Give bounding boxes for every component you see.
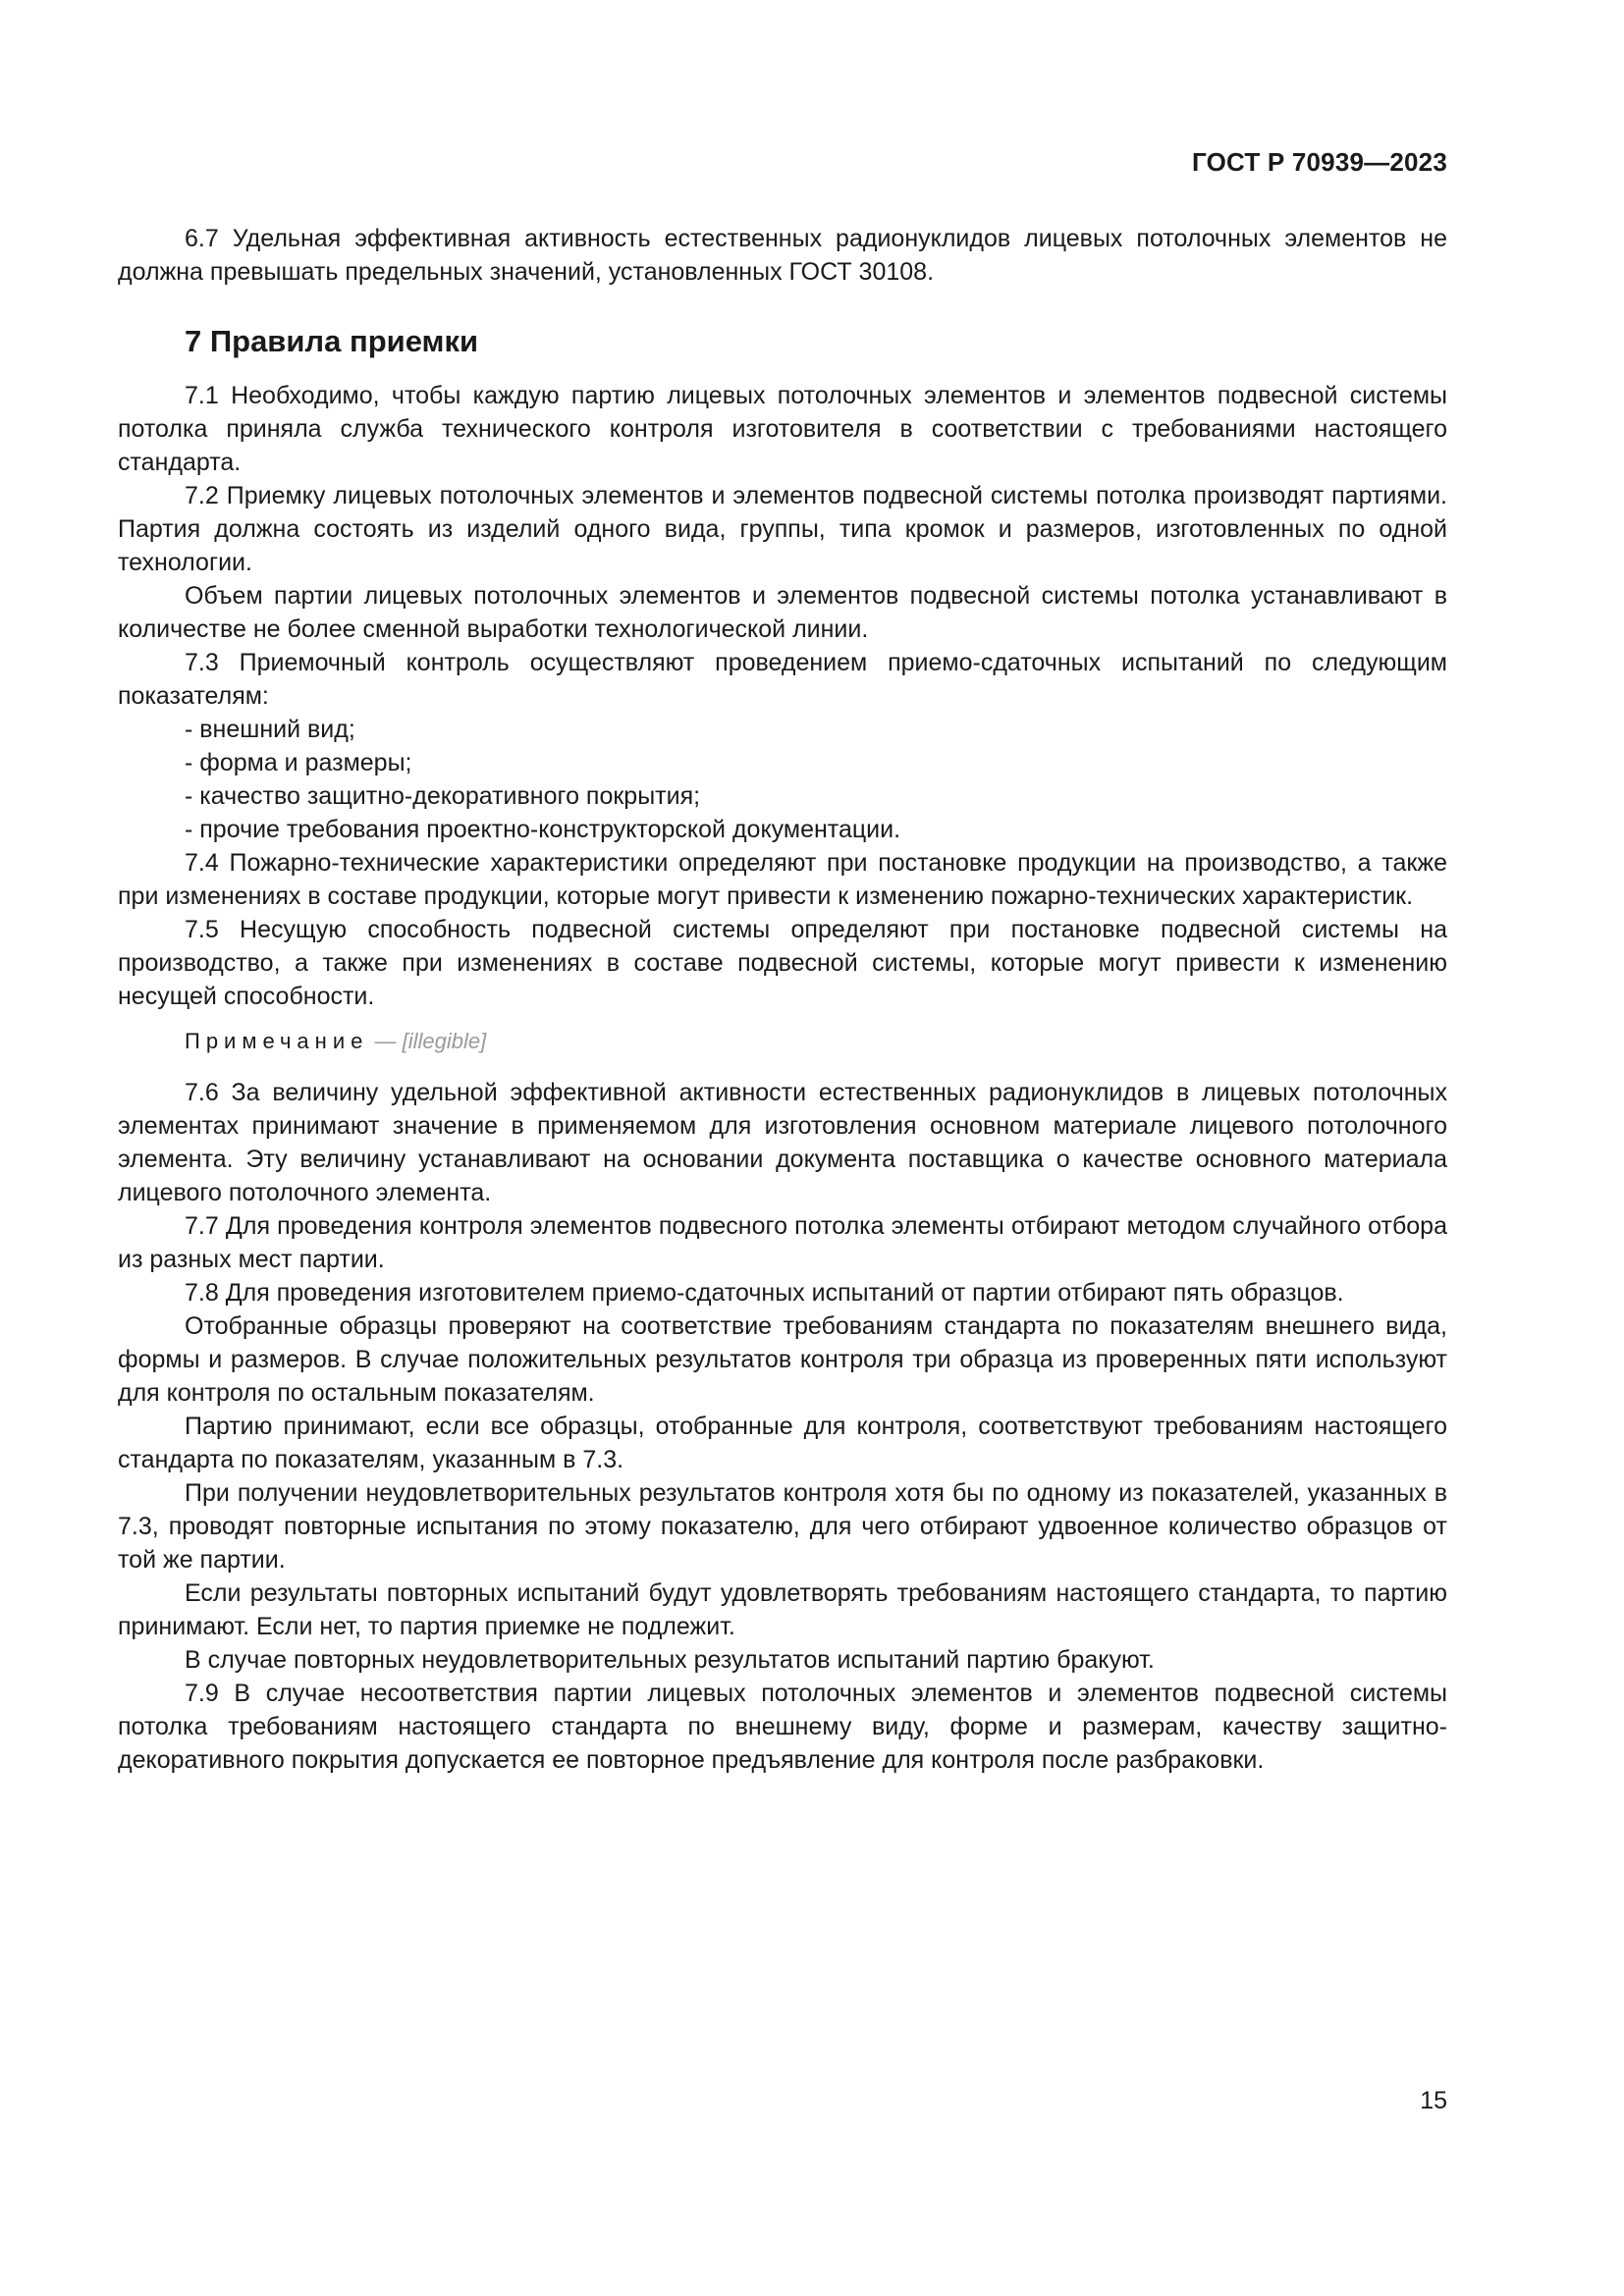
paragraph-7-8-retest-result: Если результаты повторных испытаний будут удовлетворять требованиям настоящего стандарта, то партию принимают. Если нет, то партия приемке не подлежит. — [118, 1579, 1447, 1640]
paragraph-7-7: 7.7 Для проведения контроля элементов подвесного потолка элементы отбирают методом случайного отбора из разных мест партии. — [118, 1212, 1447, 1273]
paragraph-7-8-samples-check: Отобранные образцы проверяют на соответствие требованиям стандарта по показателям внешнего вида, формы и размеров. В случае положительных результатов контроля три образца из проверенных пяти используют для контроля по остальным показателям. — [118, 1312, 1447, 1407]
paragraph-7-4: 7.4 Пожарно-технические характеристики определяют при постановке продукции на производство, а также при изменениях в составе продукции, которые могут привести к изменению пожарно-технических характеристик. — [118, 849, 1447, 910]
page-content — [118, 222, 1447, 1777]
paragraph-7-2: 7.2 Приемку лицевых потолочных элементов и элементов подвесной системы потолка производят партиями. Партия должна состоять из изделий одного вида, группы, типа кромок и размеров, изготовленных по одной технологии. — [118, 482, 1447, 576]
paragraph-7-5: 7.5 Несущую способность подвесной системы определяют при постановке подвесной системы на производство, а также при изменениях в составе подвесной системы, которые могут привести к изменению несущей способности. — [118, 916, 1447, 1010]
list-item: - внешний вид; — [185, 716, 355, 743]
paragraph-7-8-batch-accept: Партию принимают, если все образцы, отобранные для контроля, соответствуют требованиям настоящего стандарта по показателям, указанным в 7.3. — [118, 1413, 1447, 1473]
list-item: - прочие требования проектно-конструкторской документации. — [185, 816, 901, 843]
paragraph-7-1: 7.1 Необходимо, чтобы каждую партию лицевых потолочных элементов и элементов подвесной системы потолка приняла служба технического контроля изготовителя в соответствии с требованиями настоящего стандарта. — [118, 382, 1447, 476]
paragraph-7-9: 7.9 В случае несоответствия партии лицевых потолочных элементов и элементов подвесной системы потолка требованиям настоящего стандарта по внешнему виду, форме и размерам, качеству защитно-декоративного покрытия допускается ее повторное предъявление для контроля после разбраковки. — [118, 1680, 1447, 1774]
note-7-5 — [118, 1027, 1447, 1056]
paragraph-7-3: 7.3 Приемочный контроль осуществляют проведением приемо-сдаточных испытаний по следующим показателям: — [118, 649, 1447, 710]
paragraph-7-8-reject: В случае повторных неудовлетворительных результатов испытаний партию бракуют. — [185, 1646, 1155, 1674]
note-text: — [illegible] — [374, 1029, 487, 1053]
list-item: - форма и размеры; — [185, 749, 412, 776]
section-7-title: 7 Правила приемки — [185, 324, 479, 358]
page-number: 15 — [1420, 2087, 1447, 2114]
paragraph-7-2-batch-volume: Объем партии лицевых потолочных элементов и элементов подвесной системы потолка устанавливают в количестве не более сменной выработки технологической линии. — [118, 582, 1447, 643]
list-item: - качество защитно-декоративного покрытия; — [185, 782, 701, 810]
paragraph-6-7: 6.7 Удельная эффективная активность естественных радионуклидов лицевых потолочных элементов не должна превышать предельных значений, установленных ГОСТ 30108. — [118, 225, 1447, 286]
acceptance-indicators-list — [118, 713, 1447, 846]
document-code-header: ГОСТ Р 70939—2023 — [1192, 147, 1447, 177]
paragraph-7-8-retest: При получении неудовлетворительных результатов контроля хотя бы по одному из показателей, указанных в 7.3, проводят повторные испытания по этому показателю, для чего отбирают удвоенное количество образцов от той же партии. — [118, 1479, 1447, 1574]
paragraph-7-6: 7.6 За величину удельной эффективной активности естественных радионуклидов в лицевых потолочных элементах принимают значение в применяемом для изготовления основном материале лицевого потолочного элемента. Эту величину устанавливают на основании документа поставщика о качестве основного материала лицевого потолочного элемента. — [118, 1079, 1447, 1206]
note-label: Примечание — [185, 1029, 369, 1053]
paragraph-7-8: 7.8 Для проведения изготовителем приемо-сдаточных испытаний от партии отбирают пять образцов. — [185, 1279, 1344, 1307]
